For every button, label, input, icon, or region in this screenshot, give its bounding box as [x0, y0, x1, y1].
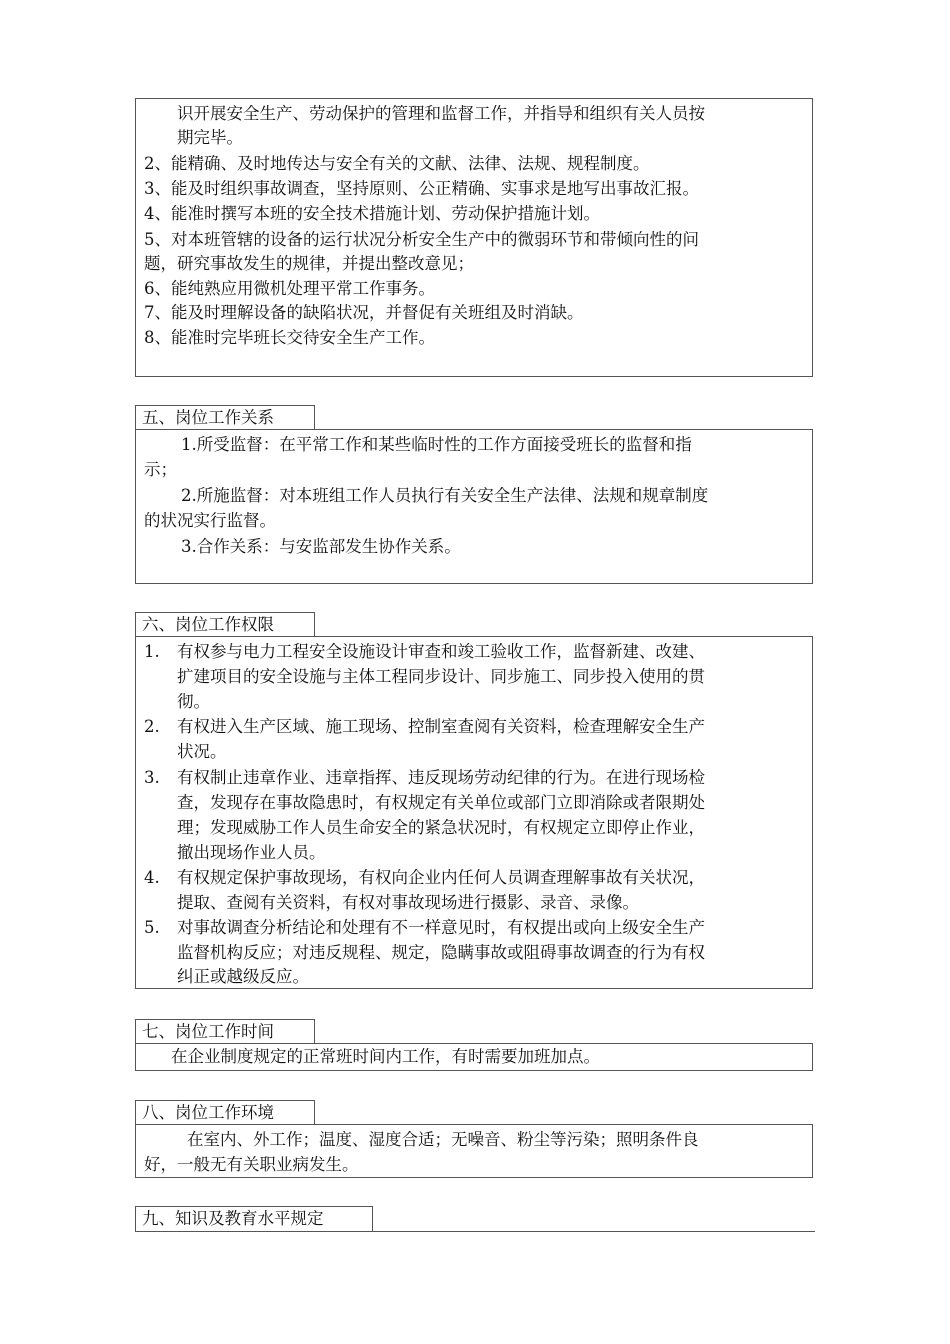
section6-item-4-num: 4.: [144, 868, 160, 887]
section8-title: 八、岗位工作环境: [135, 1100, 315, 1125]
section5-title: 五、岗位工作关系: [135, 405, 315, 430]
section6-item-1-line-1: 有权参与电力工程安全设施设计审查和竣工验收工作，监督新建、改建、: [177, 642, 705, 661]
section4-line-6: 5、对本班管辖的设备的运行状况分析安全生产中的微弱环节和带倾向性的问: [144, 230, 699, 249]
section6-item-5-line-2: 监督机构反应；对违反规程、规定，隐瞒事故或阻碍事故调查的行为有权: [177, 943, 705, 962]
section6-item-5-line-1: 对事故调查分析结论和处理有不一样意见时，有权提出或向上级安全生产: [177, 918, 705, 937]
section6-item-3-line-3: 理；发现威胁工作人员生命安全的紧急状况时，有权规定立即停止作业，: [177, 818, 705, 837]
section6-item-5-line-3: 纠正或越级反应。: [177, 967, 309, 986]
section6-item-4-line-2: 提取、查阅有关资料，有权对事故现场进行摄影、录音、录像。: [177, 893, 639, 912]
section6-item-3-num: 3.: [144, 768, 160, 787]
section6-item-3-line-1: 有权制止违章作业、违章指挥、违反现场劳动纪律的行为。在进行现场检: [177, 768, 705, 787]
section5-line-2: 示；: [144, 460, 177, 479]
section5-line-4: 的状况实行监督。: [144, 511, 276, 530]
section5-line-5: 3.合作关系：与安监部发生协作关系。: [181, 537, 461, 556]
section4-line-2: 期完毕。: [177, 128, 243, 147]
section4-line-10: 8、能准时完毕班长交待安全生产工作。: [144, 328, 435, 347]
section4-line-4: 3、能及时组织事故调查，坚持原则、公正精确、实事求是地写出事故汇报。: [144, 179, 699, 198]
section9-title: 九、知识及教育水平规定: [135, 1206, 373, 1231]
section6-item-2-line-1: 有权进入生产区域、施工现场、控制室查阅有关资料，检查理解安全生产: [177, 717, 705, 736]
section4-line-5: 4、能准时撰写本班的安全技术措施计划、劳动保护措施计划。: [144, 204, 600, 223]
section9-rule: [135, 1231, 815, 1232]
section6-item-4-line-1: 有权规定保护事故现场，有权向企业内任何人员调查理解事故有关状况，: [177, 868, 705, 887]
section5-line-3: 2.所施监督：对本班组工作人员执行有关安全生产法律、法规和规章制度: [181, 486, 709, 505]
section4-line-1: 识开展安全生产、劳动保护的管理和监督工作，并指导和组织有关人员按: [177, 104, 705, 123]
section7-title: 七、岗位工作时间: [135, 1019, 315, 1044]
section6-item-2-num: 2.: [144, 717, 160, 736]
section6-item-3-line-4: 撤出现场作业人员。: [177, 843, 326, 862]
section8-line-2: 好，一般无有关职业病发生。: [144, 1155, 359, 1174]
section4-line-7: 题，研究事故发生的规律，并提出整改意见；: [144, 254, 474, 273]
section4-line-9: 7、能及时理解设备的缺陷状况，并督促有关班组及时消缺。: [144, 303, 584, 322]
section6-item-1-line-2: 扩建项目的安全设施与主体工程同步设计、同步施工、同步投入使用的贯: [177, 667, 705, 686]
section6-item-1-num: 1.: [144, 642, 160, 661]
section4-line-3: 2、能精确、及时地传达与安全有关的文献、法律、法规、规程制度。: [144, 154, 650, 173]
section6-item-5-num: 5.: [144, 918, 160, 937]
section6-title: 六、岗位工作权限: [135, 612, 315, 637]
section6-item-1-line-3: 彻。: [177, 692, 210, 711]
section7-text: 在企业制度规定的正常班时间内工作，有时需要加班加点。: [171, 1047, 600, 1066]
section6-item-3-line-2: 查，发现存在事故隐患时，有权规定有关单位或部门立即消除或者限期处: [177, 793, 705, 812]
section5-line-1: 1.所受监督：在平常工作和某些临时性的工作方面接受班长的监督和指: [181, 435, 692, 454]
section8-line-1: 在室内、外工作；温度、湿度合适；无噪音、粉尘等污染；照明条件良: [187, 1130, 699, 1149]
section4-line-8: 6、能纯熟应用微机处理平常工作事务。: [144, 279, 435, 298]
section6-item-2-line-2: 状况。: [177, 742, 227, 761]
